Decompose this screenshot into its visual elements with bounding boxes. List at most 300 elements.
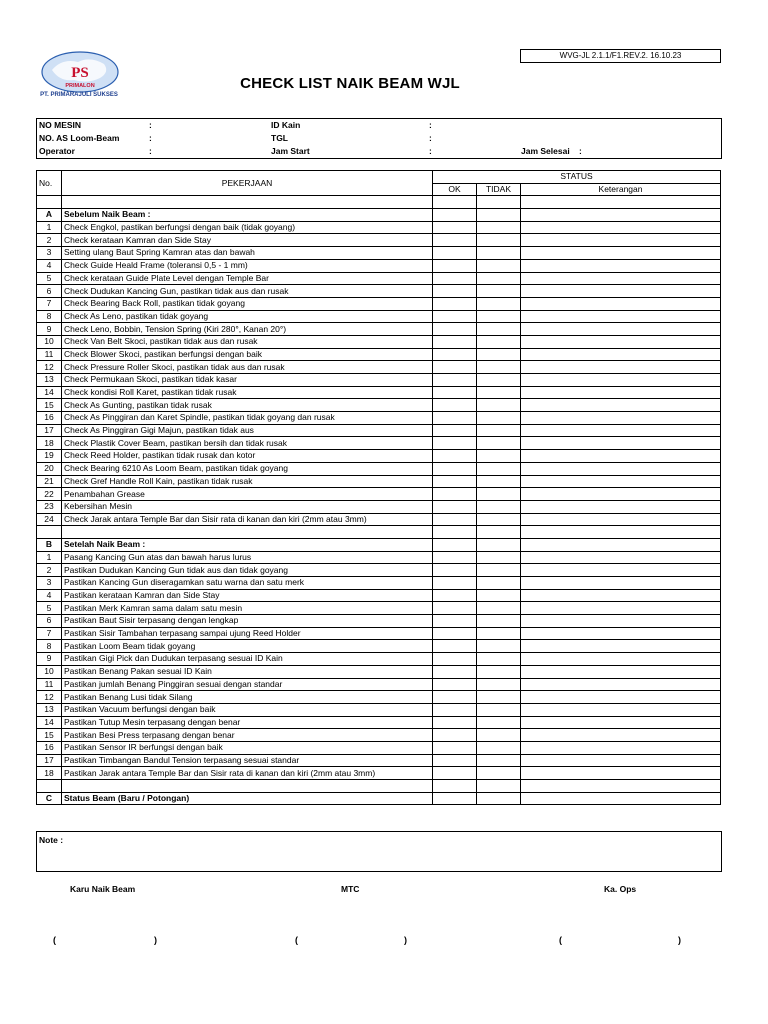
keterangan-cell[interactable] [521, 640, 721, 653]
section-letter: B [37, 538, 62, 551]
no-cell [37, 526, 62, 539]
status-ok-cell[interactable] [433, 564, 477, 577]
keterangan-cell[interactable] [521, 297, 721, 310]
status-tidak-cell[interactable] [477, 386, 521, 399]
item-text: Pastikan Loom Beam tidak goyang [62, 640, 433, 653]
colon: : [579, 146, 582, 156]
signature-karu-close: ) [154, 935, 157, 945]
status-ok-cell[interactable] [433, 741, 477, 754]
company-name: PT. PRIMARAJULI SUKSES [40, 92, 118, 98]
status-ok-cell[interactable] [433, 297, 477, 310]
keterangan-cell[interactable] [521, 691, 721, 704]
status-tidak-cell[interactable] [477, 272, 521, 285]
item-text: Pastikan kerataan Kamran dan Side Stay [62, 589, 433, 602]
item-text: Check Gref Handle Roll Kain, pastikan tidak rusak [62, 475, 433, 488]
item-text: Pastikan Sisir Tambahan terpasang sampai ujung Reed Holder [62, 627, 433, 640]
item-number: 13 [37, 374, 62, 387]
item-number: 7 [37, 297, 62, 310]
checklist-item-row [37, 437, 721, 450]
status-tidak-cell[interactable] [477, 374, 521, 387]
item-text: Setting ulang Baut Spring Kamran atas dan bawah [62, 247, 433, 260]
item-number: 4 [37, 259, 62, 272]
keterangan-cell[interactable] [521, 526, 721, 539]
checklist-item-row [37, 615, 721, 628]
checklist-item-row [37, 488, 721, 501]
item-number: 14 [37, 716, 62, 729]
signature-kaops-label: Ka. Ops [604, 884, 637, 894]
status-tidak-cell[interactable] [477, 424, 521, 437]
status-ok-cell[interactable] [433, 323, 477, 336]
item-number: 16 [37, 741, 62, 754]
status-tidak-cell[interactable] [477, 259, 521, 272]
checklist-item-row [37, 500, 721, 513]
item-text: Check Bearing Back Roll, pastikan tidak goyang [62, 297, 433, 310]
keterangan-cell[interactable] [521, 196, 721, 209]
status-tidak-cell[interactable] [477, 462, 521, 475]
status-ok-cell[interactable] [433, 272, 477, 285]
status-tidak-cell[interactable] [477, 450, 521, 463]
status-ok-cell[interactable] [433, 615, 477, 628]
item-number: 8 [37, 310, 62, 323]
item-text: Pastikan Tutup Mesin terpasang dengan benar [62, 716, 433, 729]
status-ok-cell[interactable] [433, 424, 477, 437]
keterangan-cell[interactable] [521, 272, 721, 285]
status-tidak-cell[interactable] [477, 209, 521, 222]
keterangan-cell[interactable] [521, 513, 721, 526]
keterangan-cell[interactable] [521, 780, 721, 793]
keterangan-cell[interactable] [521, 247, 721, 260]
colon: : [149, 120, 152, 130]
status-ok-cell[interactable] [433, 792, 477, 805]
checklist-item-row [37, 424, 721, 437]
item-number: 3 [37, 577, 62, 590]
keterangan-cell[interactable] [521, 615, 721, 628]
section-title: Sebelum Naik Beam : [62, 209, 433, 222]
item-text: Check As Leno, pastikan tidak goyang [62, 310, 433, 323]
status-tidak-cell[interactable] [477, 741, 521, 754]
keterangan-cell[interactable] [521, 399, 721, 412]
status-ok-cell[interactable] [433, 627, 477, 640]
status-tidak-cell[interactable] [477, 792, 521, 805]
item-text: Pastikan jumlah Benang Pinggiran sesuai dengan standar [62, 678, 433, 691]
label-no-as: NO. AS Loom-Beam [39, 133, 120, 143]
keterangan-cell[interactable] [521, 703, 721, 716]
checklist-item-row [37, 640, 721, 653]
status-tidak-cell[interactable] [477, 653, 521, 666]
status-ok-cell[interactable] [433, 729, 477, 742]
keterangan-cell[interactable] [521, 678, 721, 691]
status-ok-cell[interactable] [433, 412, 477, 425]
checklist-item-row [37, 412, 721, 425]
status-tidak-cell[interactable] [477, 615, 521, 628]
checklist-item-row [37, 335, 721, 348]
status-tidak-cell[interactable] [477, 399, 521, 412]
status-tidak-cell[interactable] [477, 196, 521, 209]
item-text: Check Engkol, pastikan berfungsi dengan baik (tidak goyang) [62, 221, 433, 234]
checklist-item-row [37, 602, 721, 615]
item-number: 9 [37, 323, 62, 336]
keterangan-cell[interactable] [521, 500, 721, 513]
item-number: 4 [37, 589, 62, 602]
status-tidak-cell[interactable] [477, 412, 521, 425]
keterangan-cell[interactable] [521, 577, 721, 590]
item-number: 22 [37, 488, 62, 501]
checklist-item-row [37, 716, 721, 729]
no-cell [37, 780, 62, 793]
status-tidak-cell[interactable] [477, 437, 521, 450]
signature-kaops-open: ( [559, 935, 562, 945]
status-tidak-cell[interactable] [477, 221, 521, 234]
item-text: Check Jarak antara Temple Bar dan Sisir rata di kanan dan kiri (2mm atau 3mm) [62, 513, 433, 526]
keterangan-cell[interactable] [521, 716, 721, 729]
keterangan-cell[interactable] [521, 335, 721, 348]
item-number: 6 [37, 615, 62, 628]
status-tidak-cell[interactable] [477, 348, 521, 361]
checklist-item-row [37, 348, 721, 361]
item-text: Check Van Belt Skoci, pastikan tidak aus dan rusak [62, 335, 433, 348]
status-tidak-cell[interactable] [477, 488, 521, 501]
checklist-item-row [37, 297, 721, 310]
checklist-item-row [37, 703, 721, 716]
document-code: WVG-JL 2.1.1/F1.REV.2. 16.10.23 [520, 49, 721, 63]
signature-mtc-label: MTC [341, 884, 360, 894]
checklist-item-row [37, 653, 721, 666]
pekerjaan-cell [62, 196, 433, 209]
checklist-item-row [37, 310, 721, 323]
status-tidak-cell[interactable] [477, 247, 521, 260]
item-text: Check As Pinggiran dan Karet Spindle, pastikan tidak goyang dan rusak [62, 412, 433, 425]
item-text: Pastikan Dudukan Kancing Gun tidak aus dan tidak goyang [62, 564, 433, 577]
item-text: Pastikan Timbangan Bandul Tension terpasang sesuai standar [62, 754, 433, 767]
item-number: 17 [37, 754, 62, 767]
status-ok-cell[interactable] [433, 348, 477, 361]
status-ok-cell[interactable] [433, 386, 477, 399]
item-text: Pastikan Benang Lusi tidak Silang [62, 691, 433, 704]
status-ok-cell[interactable] [433, 538, 477, 551]
colon: : [429, 133, 432, 143]
status-ok-cell[interactable] [433, 602, 477, 615]
item-number: 11 [37, 348, 62, 361]
item-number: 5 [37, 272, 62, 285]
status-ok-cell[interactable] [433, 196, 477, 209]
section-row [37, 792, 721, 805]
header-ok: OK [433, 183, 477, 196]
header-info-box [36, 118, 722, 159]
status-tidak-cell[interactable] [477, 691, 521, 704]
status-tidak-cell[interactable] [477, 640, 521, 653]
status-tidak-cell[interactable] [477, 526, 521, 539]
header-pekerjaan: PEKERJAAN [62, 171, 433, 196]
colon: : [429, 146, 432, 156]
status-tidak-cell[interactable] [477, 323, 521, 336]
checklist-item-row [37, 678, 721, 691]
section-title: Status Beam (Baru / Potongan) [62, 792, 433, 805]
status-tidak-cell[interactable] [477, 577, 521, 590]
item-number: 8 [37, 640, 62, 653]
keterangan-cell[interactable] [521, 589, 721, 602]
status-tidak-cell[interactable] [477, 729, 521, 742]
item-text: Pastikan Vacuum berfungsi dengan baik [62, 703, 433, 716]
item-number: 7 [37, 627, 62, 640]
keterangan-cell[interactable] [521, 412, 721, 425]
status-tidak-cell[interactable] [477, 513, 521, 526]
status-tidak-cell[interactable] [477, 310, 521, 323]
status-ok-cell[interactable] [433, 437, 477, 450]
item-number: 6 [37, 285, 62, 298]
spacer-row [37, 780, 721, 793]
colon: : [149, 133, 152, 143]
signature-mtc-close: ) [404, 935, 407, 945]
checklist-item-row [37, 247, 721, 260]
status-ok-cell[interactable] [433, 247, 477, 260]
item-number: 5 [37, 602, 62, 615]
label-id-kain: ID Kain [271, 120, 301, 130]
checklist-item-row [37, 450, 721, 463]
item-text: Check kerataan Guide Plate Level dengan Temple Bar [62, 272, 433, 285]
label-jam-selesai: Jam Selesai [521, 146, 570, 156]
checklist-item-row [37, 462, 721, 475]
status-tidak-cell[interactable] [477, 780, 521, 793]
keterangan-cell[interactable] [521, 209, 721, 222]
keterangan-cell[interactable] [521, 792, 721, 805]
status-ok-cell[interactable] [433, 767, 477, 780]
keterangan-cell[interactable] [521, 221, 721, 234]
status-ok-cell[interactable] [433, 665, 477, 678]
status-ok-cell[interactable] [433, 500, 477, 513]
checklist-body [37, 196, 721, 805]
status-tidak-cell[interactable] [477, 754, 521, 767]
status-tidak-cell[interactable] [477, 551, 521, 564]
status-ok-cell[interactable] [433, 780, 477, 793]
status-ok-cell[interactable] [433, 526, 477, 539]
status-tidak-cell[interactable] [477, 564, 521, 577]
status-ok-cell[interactable] [433, 488, 477, 501]
status-ok-cell[interactable] [433, 640, 477, 653]
keterangan-cell[interactable] [521, 653, 721, 666]
item-number: 15 [37, 729, 62, 742]
status-tidak-cell[interactable] [477, 627, 521, 640]
item-text: Check As Gunting, pastikan tidak rusak [62, 399, 433, 412]
checklist-item-row [37, 221, 721, 234]
item-text: Check Bearing 6210 As Loom Beam, pastikan tidak goyang [62, 462, 433, 475]
status-tidak-cell[interactable] [477, 475, 521, 488]
status-ok-cell[interactable] [433, 653, 477, 666]
status-tidak-cell[interactable] [477, 767, 521, 780]
status-ok-cell[interactable] [433, 374, 477, 387]
item-text: Pastikan Baut Sisir terpasang dengan lengkap [62, 615, 433, 628]
checklist-item-row [37, 729, 721, 742]
item-text: Pastikan Jarak antara Temple Bar dan Sisir rata di kanan dan kiri (2mm atau 3mm) [62, 767, 433, 780]
item-number: 12 [37, 691, 62, 704]
keterangan-cell[interactable] [521, 602, 721, 615]
status-ok-cell[interactable] [433, 450, 477, 463]
item-text: Pastikan Gigi Pick dan Dudukan terpasang sesuai ID Kain [62, 653, 433, 666]
logo-subtext: PRIMALON [65, 83, 95, 89]
item-text: Check Plastik Cover Beam, pastikan bersih dan tidak rusak [62, 437, 433, 450]
pekerjaan-cell [62, 780, 433, 793]
item-text: Pastikan Benang Pakan sesuai ID Kain [62, 665, 433, 678]
label-no-mesin: NO MESIN [39, 120, 82, 130]
header-no: No. [37, 171, 62, 196]
status-tidak-cell[interactable] [477, 665, 521, 678]
keterangan-cell[interactable] [521, 767, 721, 780]
keterangan-cell[interactable] [521, 285, 721, 298]
checklist-item-row [37, 234, 721, 247]
item-number: 23 [37, 500, 62, 513]
item-text: Pasang Kancing Gun atas dan bawah harus lurus [62, 551, 433, 564]
keterangan-cell[interactable] [521, 729, 721, 742]
checklist-item-row [37, 551, 721, 564]
keterangan-cell[interactable] [521, 234, 721, 247]
checklist-item-row [37, 272, 721, 285]
item-text: Pastikan Kancing Gun diseragamkan satu warna dan satu merk [62, 577, 433, 590]
checklist-item-row [37, 361, 721, 374]
status-ok-cell[interactable] [433, 577, 477, 590]
item-text: Check Reed Holder, pastikan tidak rusak dan kotor [62, 450, 433, 463]
keterangan-cell[interactable] [521, 450, 721, 463]
section-letter: A [37, 209, 62, 222]
item-text: Check Pressure Roller Skoci, pastikan tidak aus dan rusak [62, 361, 433, 374]
checklist-item-row [37, 665, 721, 678]
item-number: 3 [37, 247, 62, 260]
item-number: 12 [37, 361, 62, 374]
note-label: Note : [39, 835, 64, 845]
status-tidak-cell[interactable] [477, 703, 521, 716]
keterangan-cell[interactable] [521, 323, 721, 336]
keterangan-cell[interactable] [521, 348, 721, 361]
status-ok-cell[interactable] [433, 551, 477, 564]
status-ok-cell[interactable] [433, 475, 477, 488]
item-number: 16 [37, 412, 62, 425]
header-tidak: TIDAK [477, 183, 521, 196]
item-number: 9 [37, 653, 62, 666]
checklist-item-row [37, 691, 721, 704]
item-number: 2 [37, 564, 62, 577]
status-tidak-cell[interactable] [477, 500, 521, 513]
item-number: 13 [37, 703, 62, 716]
item-number: 14 [37, 386, 62, 399]
item-number: 18 [37, 437, 62, 450]
status-tidak-cell[interactable] [477, 538, 521, 551]
checklist-item-row [37, 577, 721, 590]
signature-kaops-close: ) [678, 935, 681, 945]
keterangan-cell[interactable] [521, 361, 721, 374]
keterangan-cell[interactable] [521, 310, 721, 323]
keterangan-cell[interactable] [521, 437, 721, 450]
status-tidak-cell[interactable] [477, 361, 521, 374]
signature-karu-label: Karu Naik Beam [70, 884, 136, 894]
keterangan-cell[interactable] [521, 538, 721, 551]
keterangan-cell[interactable] [521, 551, 721, 564]
header-status: STATUS [433, 171, 721, 184]
checklist-item-row [37, 513, 721, 526]
item-number: 2 [37, 234, 62, 247]
status-ok-cell[interactable] [433, 285, 477, 298]
checklist-item-row [37, 564, 721, 577]
item-text: Check kerataan Kamran dan Side Stay [62, 234, 433, 247]
header-keterangan: Keterangan [521, 183, 721, 196]
keterangan-cell[interactable] [521, 259, 721, 272]
item-text: Penambahan Grease [62, 488, 433, 501]
item-number: 1 [37, 551, 62, 564]
checklist-item-row [37, 589, 721, 602]
status-ok-cell[interactable] [433, 399, 477, 412]
item-text: Check kondisi Roll Karet, pastikan tidak rusak [62, 386, 433, 399]
checklist-item-row [37, 399, 721, 412]
status-tidak-cell[interactable] [477, 589, 521, 602]
status-ok-cell[interactable] [433, 691, 477, 704]
keterangan-cell[interactable] [521, 475, 721, 488]
status-ok-cell[interactable] [433, 678, 477, 691]
section-row [37, 538, 721, 551]
spacer-row [37, 526, 721, 539]
status-ok-cell[interactable] [433, 754, 477, 767]
no-cell [37, 196, 62, 209]
status-tidak-cell[interactable] [477, 297, 521, 310]
keterangan-cell[interactable] [521, 665, 721, 678]
checklist-table [36, 170, 721, 805]
status-tidak-cell[interactable] [477, 716, 521, 729]
status-ok-cell[interactable] [433, 234, 477, 247]
status-ok-cell[interactable] [433, 513, 477, 526]
item-number: 24 [37, 513, 62, 526]
status-ok-cell[interactable] [433, 310, 477, 323]
status-tidak-cell[interactable] [477, 234, 521, 247]
item-text: Check Dudukan Kancing Gun, pastikan tidak aus dan rusak [62, 285, 433, 298]
keterangan-cell[interactable] [521, 488, 721, 501]
keterangan-cell[interactable] [521, 424, 721, 437]
status-tidak-cell[interactable] [477, 335, 521, 348]
checklist-item-row [37, 741, 721, 754]
status-ok-cell[interactable] [433, 221, 477, 234]
status-tidak-cell[interactable] [477, 285, 521, 298]
keterangan-cell[interactable] [521, 462, 721, 475]
section-row [37, 209, 721, 222]
item-number: 11 [37, 678, 62, 691]
checklist-item-row [37, 323, 721, 336]
checklist-item-row [37, 627, 721, 640]
status-ok-cell[interactable] [433, 716, 477, 729]
status-tidak-cell[interactable] [477, 602, 521, 615]
checklist-item-row [37, 386, 721, 399]
status-tidak-cell[interactable] [477, 678, 521, 691]
item-number: 21 [37, 475, 62, 488]
status-ok-cell[interactable] [433, 361, 477, 374]
keterangan-cell[interactable] [521, 564, 721, 577]
status-ok-cell[interactable] [433, 259, 477, 272]
status-ok-cell[interactable] [433, 335, 477, 348]
status-ok-cell[interactable] [433, 703, 477, 716]
keterangan-cell[interactable] [521, 741, 721, 754]
item-text: Check As Pinggiran Gigi Majun, pastikan tidak aus [62, 424, 433, 437]
keterangan-cell[interactable] [521, 374, 721, 387]
colon: : [429, 120, 432, 130]
status-ok-cell[interactable] [433, 589, 477, 602]
logo-text: PS [71, 65, 89, 81]
status-ok-cell[interactable] [433, 209, 477, 222]
keterangan-cell[interactable] [521, 627, 721, 640]
item-text: Pastikan Merk Kamran sama dalam satu mesin [62, 602, 433, 615]
keterangan-cell[interactable] [521, 386, 721, 399]
label-jam-start: Jam Start [271, 146, 310, 156]
label-tgl: TGL [271, 133, 288, 143]
keterangan-cell[interactable] [521, 754, 721, 767]
note-box[interactable] [36, 831, 722, 872]
item-text: Check Guide Heald Frame (toleransi 0,5 - 1 mm) [62, 259, 433, 272]
section-letter: C [37, 792, 62, 805]
status-ok-cell[interactable] [433, 462, 477, 475]
signature-mtc-open: ( [295, 935, 298, 945]
